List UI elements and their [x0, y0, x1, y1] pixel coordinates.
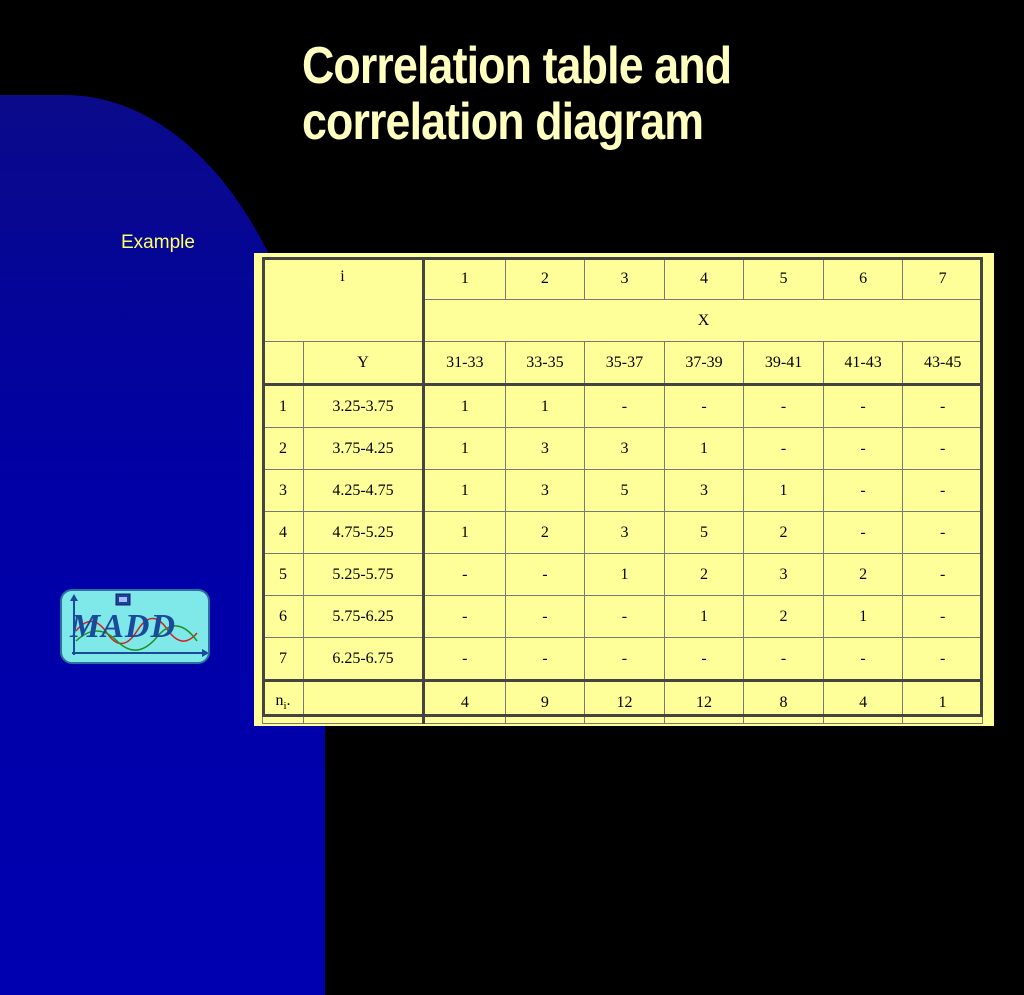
total-cell: 9 — [505, 681, 585, 724]
header-x-cell: X — [424, 300, 983, 342]
row-index-cell: 3 — [263, 470, 304, 512]
slide-title — [302, 38, 835, 150]
frequency-cell: 1 — [823, 596, 903, 638]
madd-logo — [60, 589, 210, 664]
frequency-cell: - — [424, 638, 506, 681]
frequency-cell: 1 — [424, 512, 506, 554]
frequency-cell: - — [664, 638, 744, 681]
frequency-cell: - — [903, 470, 983, 512]
totals-label-suffix: . — [286, 692, 291, 710]
frequency-cell: - — [744, 385, 824, 428]
frequency-cell: - — [505, 554, 585, 596]
header-i-value: 3 — [585, 258, 665, 300]
row-y-range-cell: 5.75-6.25 — [304, 596, 424, 638]
example-label: Example — [121, 232, 195, 253]
frequency-cell: - — [744, 638, 824, 681]
row-index-cell: 7 — [263, 638, 304, 681]
frequency-cell: 1 — [505, 385, 585, 428]
frequency-cell: - — [823, 428, 903, 470]
frequency-cell: - — [823, 512, 903, 554]
header-i-value: 7 — [903, 258, 983, 300]
table-row — [263, 596, 983, 638]
frequency-cell: - — [505, 596, 585, 638]
header-i-value: 5 — [744, 258, 824, 300]
row-index-cell: 6 — [263, 596, 304, 638]
frequency-cell: - — [823, 638, 903, 681]
correlation-table — [262, 257, 983, 724]
frequency-cell: - — [903, 638, 983, 681]
title-line-2: correlation diagram — [302, 93, 704, 151]
table-row — [263, 470, 983, 512]
frequency-cell: 1 — [424, 428, 506, 470]
frequency-cell: 1 — [424, 470, 506, 512]
frequency-cell: - — [823, 470, 903, 512]
total-cell: 4 — [424, 681, 506, 724]
x-range-cell: 31-33 — [424, 342, 506, 385]
frequency-cell: 1 — [664, 596, 744, 638]
row-y-range-cell: 3.25-3.75 — [304, 385, 424, 428]
frequency-cell: - — [585, 638, 665, 681]
row-index-cell: 4 — [263, 512, 304, 554]
frequency-cell: - — [823, 385, 903, 428]
total-cell: 8 — [744, 681, 824, 724]
frequency-cell: - — [505, 638, 585, 681]
row-y-range-cell: 5.25-5.75 — [304, 554, 424, 596]
frequency-cell: - — [424, 554, 506, 596]
row-y-range-cell: 3.75-4.25 — [304, 428, 424, 470]
frequency-cell: 2 — [744, 512, 824, 554]
frequency-cell: 3 — [664, 470, 744, 512]
frequency-cell: 3 — [744, 554, 824, 596]
frequency-cell: 3 — [585, 428, 665, 470]
frequency-cell: - — [903, 596, 983, 638]
totals-label-n: n — [275, 692, 284, 710]
frequency-cell: - — [664, 385, 744, 428]
frequency-cell: 1 — [664, 428, 744, 470]
x-range-cell: 33-35 — [505, 342, 585, 385]
row-y-range-cell: 4.25-4.75 — [304, 470, 424, 512]
frequency-cell: 1 — [424, 385, 506, 428]
x-range-cell: 41-43 — [823, 342, 903, 385]
table-body — [263, 385, 983, 681]
header-i-value: 4 — [664, 258, 744, 300]
frequency-cell: 2 — [664, 554, 744, 596]
row-index-cell: 5 — [263, 554, 304, 596]
header-y-cell: Y — [304, 342, 424, 385]
header-i-value: 1 — [424, 258, 506, 300]
frequency-cell: 5 — [585, 470, 665, 512]
frequency-cell: - — [903, 554, 983, 596]
frequency-cell: - — [424, 596, 506, 638]
frequency-cell: 2 — [744, 596, 824, 638]
table-header-ranges-row — [263, 342, 983, 385]
totals-label-sub: i — [283, 700, 287, 713]
row-y-range-cell: 4.75-5.25 — [304, 512, 424, 554]
table-header-i-row — [263, 258, 983, 300]
frequency-cell: - — [585, 596, 665, 638]
table-row — [263, 512, 983, 554]
totals-label-cell — [263, 681, 304, 724]
row-y-range-cell: 6.25-6.75 — [304, 638, 424, 681]
totals-blank-cell — [304, 681, 424, 724]
frequency-cell: - — [903, 428, 983, 470]
frequency-cell: 3 — [505, 470, 585, 512]
title-line-1: Correlation table and — [302, 37, 732, 95]
x-range-cell: 39-41 — [744, 342, 824, 385]
frequency-cell: 2 — [505, 512, 585, 554]
row-index-cell: 2 — [263, 428, 304, 470]
frequency-cell: 5 — [664, 512, 744, 554]
frequency-cell: - — [744, 428, 824, 470]
logo-text: MADD — [70, 608, 177, 645]
total-cell: 12 — [664, 681, 744, 724]
frequency-cell: 3 — [505, 428, 585, 470]
correlation-table-panel — [254, 253, 994, 726]
frequency-cell: - — [903, 385, 983, 428]
table-row — [263, 385, 983, 428]
header-i-value: 2 — [505, 258, 585, 300]
header-i-cell: i — [263, 258, 424, 342]
frequency-cell: - — [585, 385, 665, 428]
table-row — [263, 554, 983, 596]
table-row — [263, 428, 983, 470]
x-range-cell: 35-37 — [585, 342, 665, 385]
frequency-cell: 1 — [585, 554, 665, 596]
table-totals-row — [263, 681, 983, 724]
frequency-cell: 2 — [823, 554, 903, 596]
row-index-cell: 1 — [263, 385, 304, 428]
header-blank-cell — [263, 342, 304, 385]
frequency-cell: - — [903, 512, 983, 554]
total-cell: 12 — [585, 681, 665, 724]
table-row — [263, 638, 983, 681]
x-range-cell: 37-39 — [664, 342, 744, 385]
frequency-cell: 1 — [744, 470, 824, 512]
total-cell: 1 — [903, 681, 983, 724]
header-i-value: 6 — [823, 258, 903, 300]
x-range-cell: 43-45 — [903, 342, 983, 385]
total-cell: 4 — [823, 681, 903, 724]
frequency-cell: 3 — [585, 512, 665, 554]
